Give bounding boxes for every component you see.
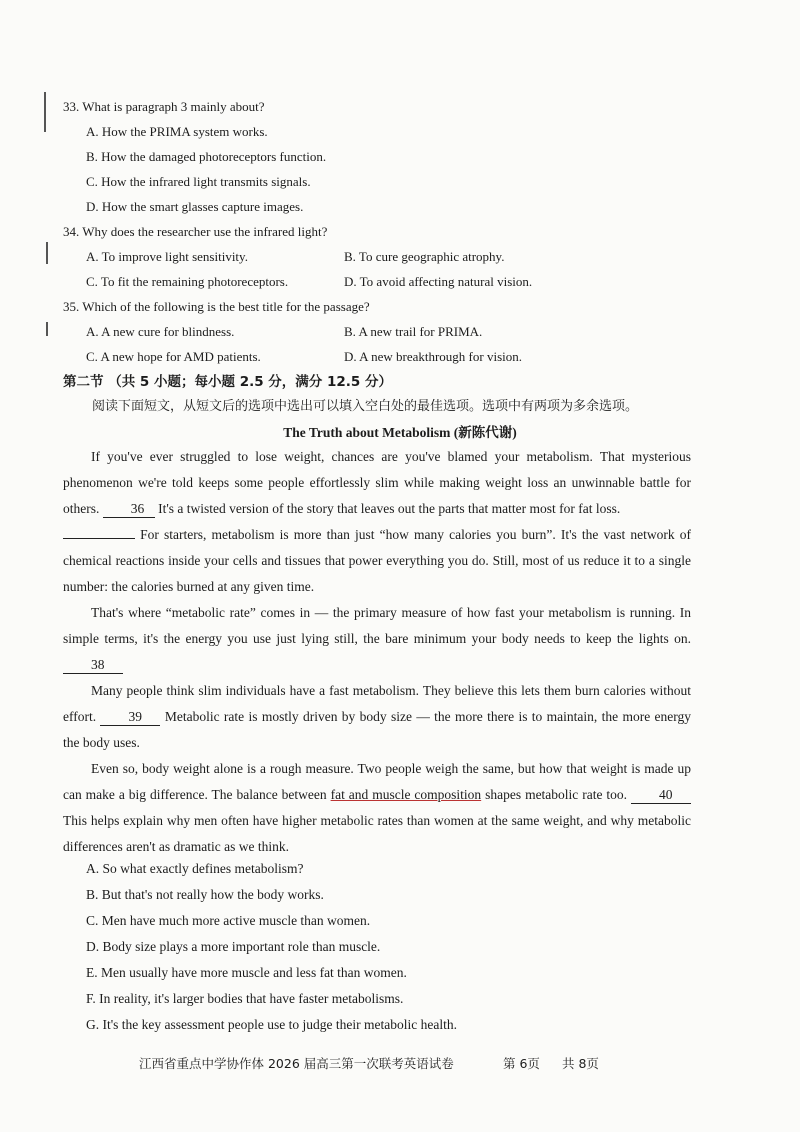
question-35-option-c: C. A new hope for AMD patients. bbox=[86, 349, 261, 364]
passage-paragraph-4 bbox=[63, 678, 691, 756]
question-33-option-b: B. How the damaged photoreceptors function. bbox=[86, 149, 327, 164]
passage-paragraph-1 bbox=[63, 444, 691, 522]
passage-paragraph-3 bbox=[63, 600, 691, 678]
passage-paragraph-2 bbox=[63, 522, 691, 600]
question-34-option-b: B. To cure geographic atrophy. bbox=[344, 249, 505, 264]
paragraph-text: shapes metabolic rate too. bbox=[485, 787, 628, 802]
choice-option-b: B. But that's not really how the body works. bbox=[86, 887, 324, 902]
choice-option-g: G. It's the key assessment people use to judge their metabolic health. bbox=[86, 1017, 457, 1032]
question-34-option-d: D. To avoid affecting natural vision. bbox=[344, 274, 533, 289]
question-33-option-c: C. How the infrared light transmits signals. bbox=[86, 174, 311, 189]
page-number: 第 6页 bbox=[503, 1056, 540, 1071]
question-34-option-c: C. To fit the remaining photoreceptors. bbox=[86, 274, 289, 289]
margin-mark bbox=[46, 242, 48, 264]
question-34-option-a: A. To improve light sensitivity. bbox=[86, 249, 248, 264]
paragraph-text: That's where “metabolic rate” comes in — the primary measure of how fast your metabolism is running. In simple terms, it's the energy you use just lying still, the bare minimum your body needs to keep the lights on. bbox=[63, 605, 691, 646]
blank-40[interactable]: 40 bbox=[631, 787, 691, 804]
choice-option-c: C. Men have much more active muscle than women. bbox=[86, 913, 371, 928]
question-35-option-d: D. A new breakthrough for vision. bbox=[344, 349, 523, 364]
blank-38[interactable]: 38 bbox=[63, 657, 123, 674]
passage-paragraph-5 bbox=[63, 756, 691, 860]
section-instruction: 阅读下面短文，从短文后的选项中选出可以填入空白处的最佳选项。选项中有两项为多余选项。 bbox=[92, 399, 639, 414]
margin-mark bbox=[46, 322, 48, 336]
choice-option-e: E. Men usually have more muscle and less fat than women. bbox=[86, 965, 407, 980]
question-33-option-a: A. How the PRIMA system works. bbox=[86, 124, 268, 139]
section-heading: 第二节 （共 5 小题；每小题 2.5 分，满分 12.5 分） bbox=[63, 374, 393, 390]
question-33-option-d: D. How the smart glasses capture images. bbox=[86, 199, 304, 214]
total-pages: 共 8页 bbox=[562, 1056, 599, 1071]
blank-37[interactable] bbox=[63, 538, 135, 539]
choice-option-d: D. Body size plays a more important role than muscle. bbox=[86, 939, 381, 954]
margin-mark bbox=[44, 92, 46, 132]
question-35-option-b: B. A new trail for PRIMA. bbox=[344, 324, 483, 339]
question-35-stem: 35. Which of the following is the best title for the passage? bbox=[63, 299, 370, 314]
question-34-stem: 34. Why does the researcher use the infrared light? bbox=[63, 224, 328, 239]
paragraph-text: This helps explain why men often have higher metabolic rates than women at the same weight, and why metabolic differences aren't as dramatic as we think. bbox=[63, 813, 691, 854]
exam-name: 江西省重点中学协作体 2026 届高三第一次联考英语试卷 bbox=[139, 1056, 454, 1071]
paragraph-text: For starters, metabolism is more than just “how many calories you burn”. It's the vast network of chemical reactions inside your cells and tissues that power everything you do. Still, most of us reduce it to a single number: the calories burned at any given time. bbox=[63, 527, 692, 594]
blank-36[interactable]: 36 bbox=[103, 501, 155, 518]
paragraph-text: Metabolic rate is mostly driven by body size — the more there is to maintain, the more energy the body uses. bbox=[63, 709, 692, 750]
paragraph-text: If you've ever struggled to lose weight, chances are you've blamed your metabolism. That mysterious phenomenon we're told keeps some people effortlessly slim while making weight loss an unwinnable battle for others. bbox=[63, 449, 691, 516]
question-33-stem: 33. What is paragraph 3 mainly about? bbox=[63, 99, 265, 114]
paragraph-text: Even so, body weight alone is a rough measure. Two people weigh the same, but how that weight is made up can make a big difference. The balance between bbox=[63, 761, 691, 802]
choice-option-a: A. So what exactly defines metabolism? bbox=[86, 861, 304, 876]
question-35-option-a: A. A new cure for blindness. bbox=[86, 324, 235, 339]
choice-option-f: F. In reality, it's larger bodies that have faster metabolisms. bbox=[86, 991, 404, 1006]
passage-title: The Truth about Metabolism (新陈代谢) bbox=[283, 425, 517, 440]
marked-phrase: fat and muscle composition bbox=[330, 787, 482, 802]
blank-39[interactable]: 39 bbox=[100, 709, 160, 726]
paragraph-text: Many people think slim individuals have a fast metabolism. They believe this lets them burn calories without effort. bbox=[63, 683, 691, 724]
paragraph-text: It's a twisted version of the story that leaves out the parts that matter most for fat loss. bbox=[158, 501, 621, 516]
